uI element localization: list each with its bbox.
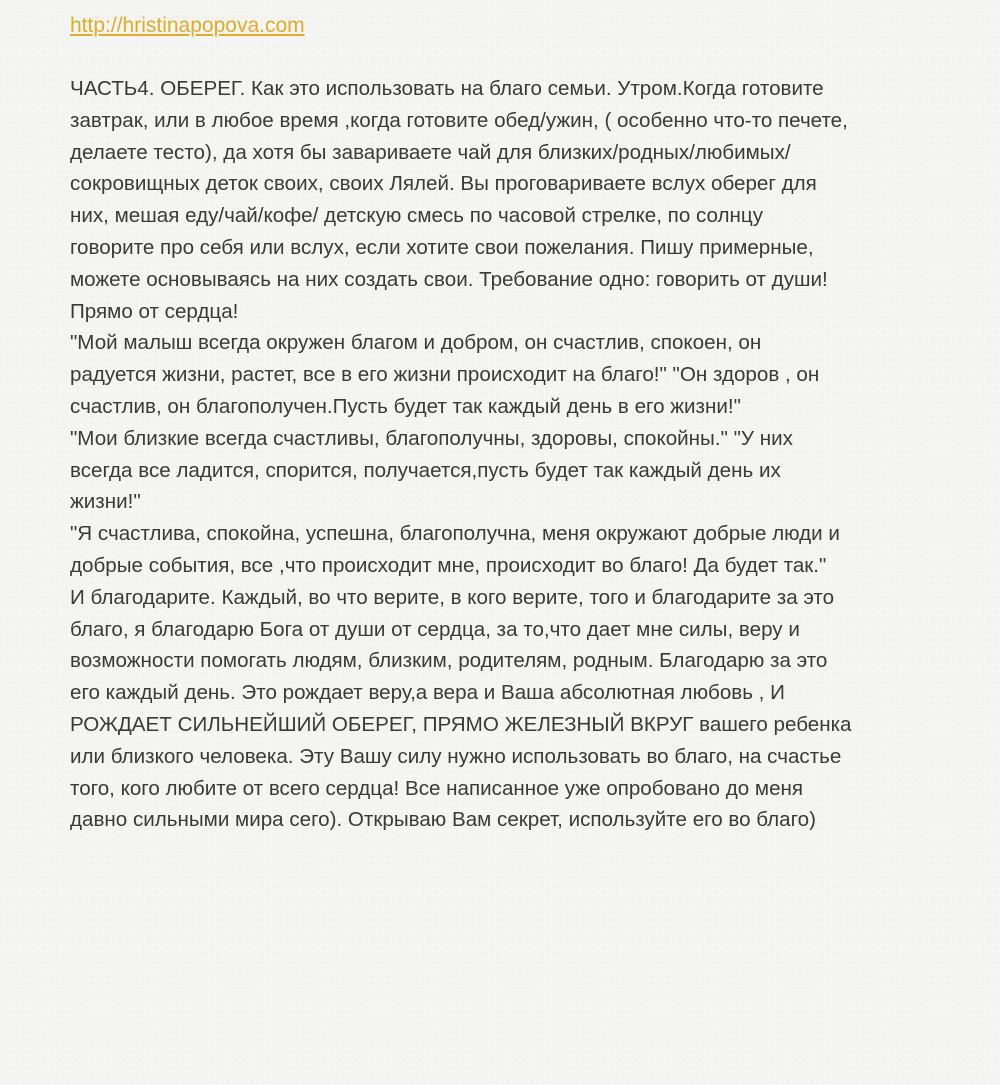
article-line: можете основываясь на них создать свои. Требование одно: говорить от души! (70, 267, 828, 291)
article-line: жизни!" (70, 490, 141, 514)
article-line: всегда все ладится, спорится, получается,пусть будет так каждый день их (70, 458, 781, 482)
article-body (70, 73, 940, 836)
article-line: или близкого человека. Эту Вашу силу нужно использовать во благо, на счастье (70, 744, 842, 768)
article-line: "Мой малыш всегда окружен благом и добром, он счастлив, спокоен, он (70, 331, 762, 355)
site-link[interactable]: http://hristinapopova.com (70, 14, 305, 37)
article-line: его каждый день. Это рождает веру,а вера и Ваша абсолютная любовь , И (70, 681, 785, 705)
article-line: благо, я благодарю Бога от души от сердца, за то,что дает мне силы, веру и (70, 617, 800, 641)
article-line: ЧАСТЬ4. ОБЕРЕГ. Как это использовать на благо семьи. Утром.Когда готовите (70, 77, 824, 100)
article-line: делаете тесто), да хотя бы завариваете чай для близких/родных/любимых/ (70, 140, 791, 164)
article-line: "Я счастлива, спокойна, успешна, благополучна, меня окружают добрые люди и (70, 522, 840, 546)
article-line: РОЖДАЕТ СИЛЬНЕЙШИЙ ОБЕРЕГ, ПРЯМО ЖЕЛЕЗНЫЙ ВКРУГ вашего ребенка (70, 712, 852, 736)
article-line: радуется жизни, растет, все в его жизни происходит на благо!" "Он здоров , он (70, 363, 820, 387)
article-line: завтрак, или в любое время ,когда готовите обед/ужин, ( особенно что-то печете, (70, 108, 848, 132)
article-line: добрые события, все ,что происходит мне, происходит во благо! Да будет так." (70, 553, 827, 577)
article-line: говорите про себя или вслух, если хотите свои пожелания. Пишу примерные, (70, 235, 814, 259)
article-line: давно сильными мира сего). Открываю Вам секрет, используйте его во благо) (70, 808, 816, 832)
article-line: них, мешая еду/чай/кофе/ детскую смесь по часовой стрелке, по солнцу (70, 204, 764, 228)
article-line: счастлив, он благополучен.Пусть будет так каждый день в его жизни!" (70, 394, 741, 418)
article-line: Прямо от сердца! (70, 299, 239, 323)
article-line: того, кого любите от всего сердца! Все написанное уже опробовано до меня (70, 776, 804, 800)
article-line: И благодарите. Каждый, во что верите, в кого верите, того и благодарите за это (70, 585, 835, 609)
article-line: "Мои близкие всегда счастливы, благополучны, здоровы, спокойны." "У них (70, 426, 793, 450)
article-line: сокровищных деток своих, своих Лялей. Вы проговариваете вслух оберег для (70, 172, 817, 196)
article-line: возможности помогать людям, близким, родителям, родным. Благодарю за это (70, 649, 828, 673)
